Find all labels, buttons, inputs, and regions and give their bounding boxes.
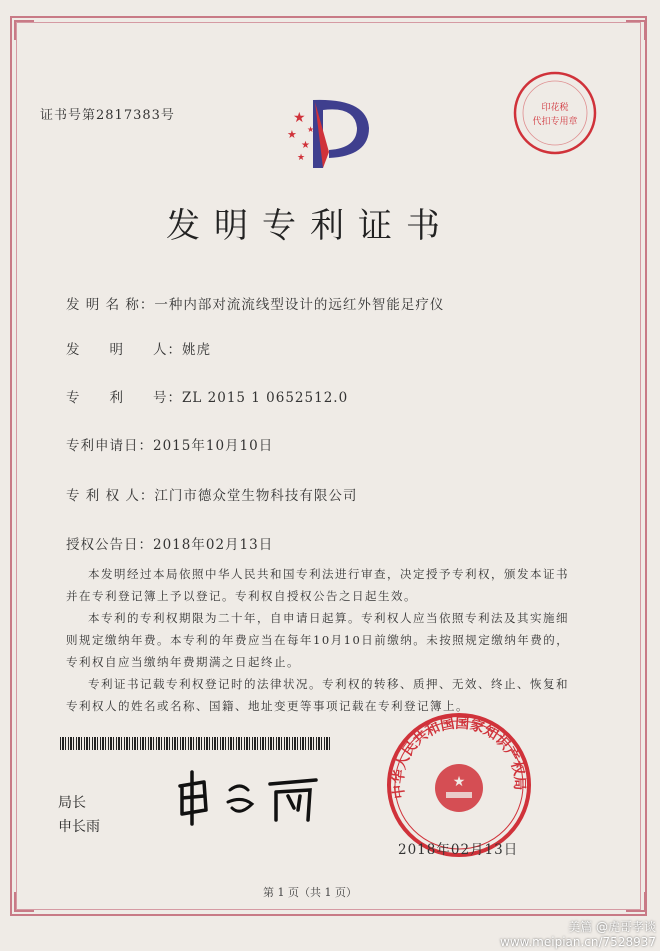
svg-text:代扣专用章: 代扣专用章 — [532, 117, 578, 127]
filing-date-label: 专利申请日： — [66, 438, 153, 454]
inventor-value: 姚虎 — [182, 342, 211, 358]
patentee-row — [66, 484, 357, 504]
grant-date-label: 授权公告日： — [66, 537, 153, 553]
body-paragraph-line: 本发明经过本局依照中华人民共和国专利法进行审查，决定授予专利权，颁发本证书 — [88, 567, 569, 581]
tax-stamp-seal — [510, 68, 600, 158]
body-paragraph-line: 则规定缴纳年费。本专利的年费应当在每年10月10日前缴纳。未按照规定缴纳年费的， — [66, 633, 570, 647]
svg-text:★: ★ — [307, 125, 315, 134]
barcode — [60, 737, 330, 750]
frame-corner — [14, 20, 34, 40]
svg-text:★: ★ — [301, 140, 310, 151]
watermark-url: www.meipian.cn/7528937 — [500, 935, 656, 949]
patent-number-row — [66, 386, 348, 406]
patent-number-value: ZL 2015 1 0652512.0 — [182, 390, 349, 406]
filing-date-row — [66, 434, 273, 454]
invention-name-value: 一种内部对流流线型设计的远红外智能足疗仪 — [154, 297, 445, 313]
inventor-row — [66, 338, 211, 358]
seal-date: 2018年02月13日 — [398, 842, 519, 858]
filing-date-value: 2015年10月10日 — [153, 438, 274, 454]
body-paragraph-line: 并在专利登记簿上予以登记。专利权自授权公告之日起生效。 — [66, 589, 417, 603]
invention-name-row — [66, 293, 444, 313]
watermark-brand: 美篇 @虎哥孝谈 — [568, 920, 656, 934]
body-paragraph-line: 专利证书记载专利权登记时的法律状况。专利权的转移、质押、无效、终止、恢复和 — [88, 677, 569, 691]
svg-text:★: ★ — [297, 153, 306, 163]
body-paragraph-line: 专利权自应当缴纳年费期满之日起终止。 — [66, 655, 300, 669]
svg-text:中华人民共和国国家知识产权局: 中华人民共和国国家知识产权局 — [390, 715, 528, 800]
body-paragraph-line: 专利权人的姓名或名称、国籍、地址变更等事项记载在专利登记簿上。 — [66, 699, 469, 713]
svg-text:★: ★ — [287, 128, 297, 141]
handwritten-signature — [170, 768, 330, 828]
invention-name-label: 发 明 名 称： — [66, 297, 155, 313]
patentee-label: 专 利 权 人： — [66, 488, 155, 504]
inventor-label: 发 明 人： — [66, 342, 182, 358]
patentee-value: 江门市德众堂生物科技有限公司 — [154, 488, 358, 504]
grant-date-row — [66, 533, 273, 553]
watermark — [500, 918, 656, 949]
svg-text:★: ★ — [293, 110, 306, 126]
signature-title: 局长 — [58, 795, 86, 811]
patent-number-label: 专 利 号： — [66, 390, 182, 406]
svg-text:印花税: 印花税 — [541, 103, 569, 113]
patent-office-logo-icon — [285, 92, 385, 172]
body-paragraph-line: 本专利的专利权期限为二十年，自申请日起算。专利权人应当依照专利法及其实施细 — [88, 611, 569, 625]
page-title: 发明专利证书 — [166, 206, 454, 246]
signature-name: 申长雨 — [58, 819, 100, 835]
svg-text:★: ★ — [452, 774, 466, 790]
frame-corner — [626, 892, 646, 912]
frame-corner — [626, 20, 646, 40]
certificate-number: 证书号第2817383号 — [40, 108, 175, 123]
page-footer: 第 1 页（共 1 页） — [263, 886, 357, 899]
grant-date-value: 2018年02月13日 — [153, 537, 274, 553]
